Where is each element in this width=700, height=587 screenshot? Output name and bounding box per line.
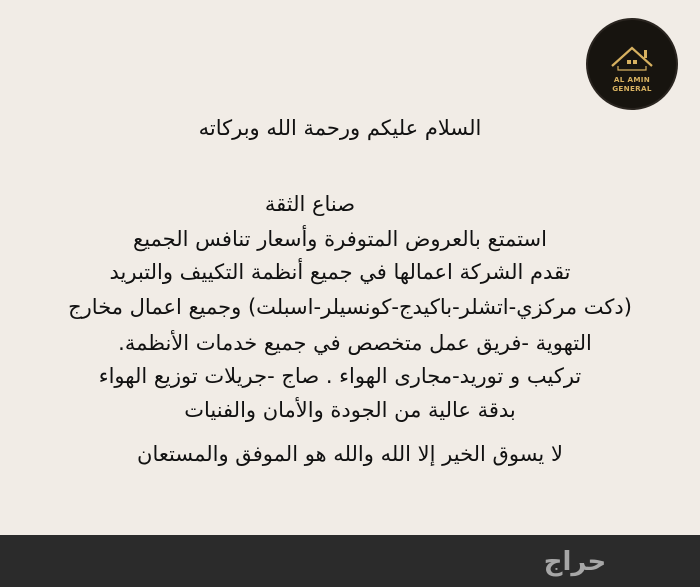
logo-text-line1: AL AMIN [613,75,651,84]
slogan-title: صناع الثقة [264,192,356,216]
body-line: استمتع بالعروض المتوفرة وأسعار تنافس الجميع [133,227,547,251]
body-line: تقدم الشركة اعمالها في جميع أنظمة التكييف والتبريد [109,260,571,284]
closing-line: لا يسوق الخير إلا الله والله هو الموفق والمستعان [137,442,563,466]
logo-text-line2: GENERAL [612,84,652,93]
haraj-watermark: حراج [543,547,607,577]
greeting-text: السلام عليكم ورحمة الله وبركاته [198,116,482,140]
house-roof-icon [588,20,676,108]
company-logo [588,20,676,108]
body-line: (دكت مركزي-اتشلر-باكيدج-كونسيلر-اسبلت) وجميع اعمال مخارج [68,295,632,319]
body-line: بدقة عالية من الجودة والأمان والفنيات [184,398,516,422]
body-line: تركيب و توريد-مجارى الهواء . صاج -جريلات توزيع الهواء [98,364,582,388]
body-line: التهوية -فريق عمل متخصص في جميع خدمات الأنظمة. [118,331,592,355]
